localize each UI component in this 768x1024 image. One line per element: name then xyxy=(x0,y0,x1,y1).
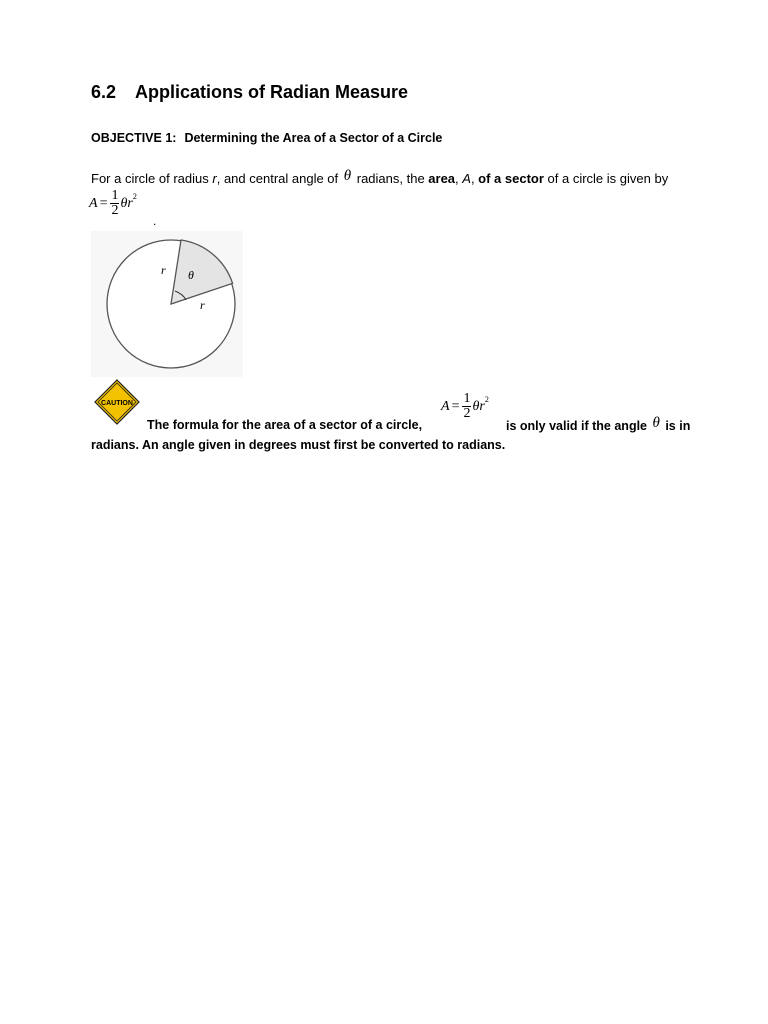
formula-r: r xyxy=(127,195,133,211)
sector-figure xyxy=(91,231,243,382)
objective-heading xyxy=(91,131,442,145)
formula-equals: = xyxy=(99,195,108,211)
sector-area-formula xyxy=(89,189,137,218)
caution-formula-equals: = xyxy=(451,398,460,414)
caution-icon xyxy=(94,379,140,425)
caution-icon-text: CAUTION xyxy=(101,400,133,407)
intro-paragraph xyxy=(91,168,669,188)
caution-formula-lhs: A xyxy=(441,398,450,414)
caution-formula-theta: θ xyxy=(472,398,480,414)
formula-theta: θ xyxy=(120,195,128,211)
circle-sector-diagram xyxy=(91,231,243,377)
caution-formula-r: r xyxy=(479,398,485,414)
theta-symbol: θ xyxy=(343,168,352,184)
intro-text-1: For a circle of radius xyxy=(91,171,213,186)
caution-text-line1-end xyxy=(506,415,691,435)
caution-formula-exponent: 2 xyxy=(484,395,489,404)
formula-period: . xyxy=(153,214,157,228)
formula-fraction xyxy=(110,189,119,218)
caution-text-line2: radians. An angle given in degrees must first be converted to radians. xyxy=(91,438,506,452)
formula-denominator: 2 xyxy=(111,203,119,218)
formula-numerator: 1 xyxy=(111,188,119,203)
objective-text: Determining the Area of a Sector of a Circle xyxy=(184,131,443,145)
intro-text-2: , and central angle of xyxy=(216,171,342,186)
label-r-bottom: r xyxy=(200,298,205,312)
formula-lhs: A xyxy=(89,195,98,211)
caution-formula-denominator: 2 xyxy=(463,406,471,421)
area-variable: A xyxy=(462,171,471,186)
caution-text-validity: is only valid if the angle xyxy=(506,419,651,433)
objective-label: OBJECTIVE 1: xyxy=(91,131,177,145)
section-number: 6.2 xyxy=(91,82,117,102)
intro-text-5: , xyxy=(470,171,479,186)
caution-text-line1: The formula for the area of a sector of a circle, xyxy=(147,418,423,432)
sector-term: of a sector xyxy=(478,171,544,186)
caution-sign xyxy=(94,379,140,430)
caution-theta-symbol: θ xyxy=(652,415,660,431)
caution-formula xyxy=(441,392,489,421)
formula-exponent: 2 xyxy=(132,192,137,201)
caution-formula-numerator: 1 xyxy=(463,391,471,406)
section-heading xyxy=(91,82,408,103)
intro-text-6: of a circle is given by xyxy=(543,171,669,186)
area-term: area xyxy=(428,171,456,186)
label-r-top: r xyxy=(161,263,166,277)
intro-text-3: radians, the xyxy=(353,171,429,186)
caution-text-is-in: is in xyxy=(661,419,691,433)
radius-variable: r xyxy=(212,171,217,186)
section-title: Applications of Radian Measure xyxy=(135,82,409,102)
intro-text-4: , xyxy=(455,171,463,186)
caution-formula-fraction xyxy=(462,392,471,421)
label-theta: θ xyxy=(188,268,194,282)
